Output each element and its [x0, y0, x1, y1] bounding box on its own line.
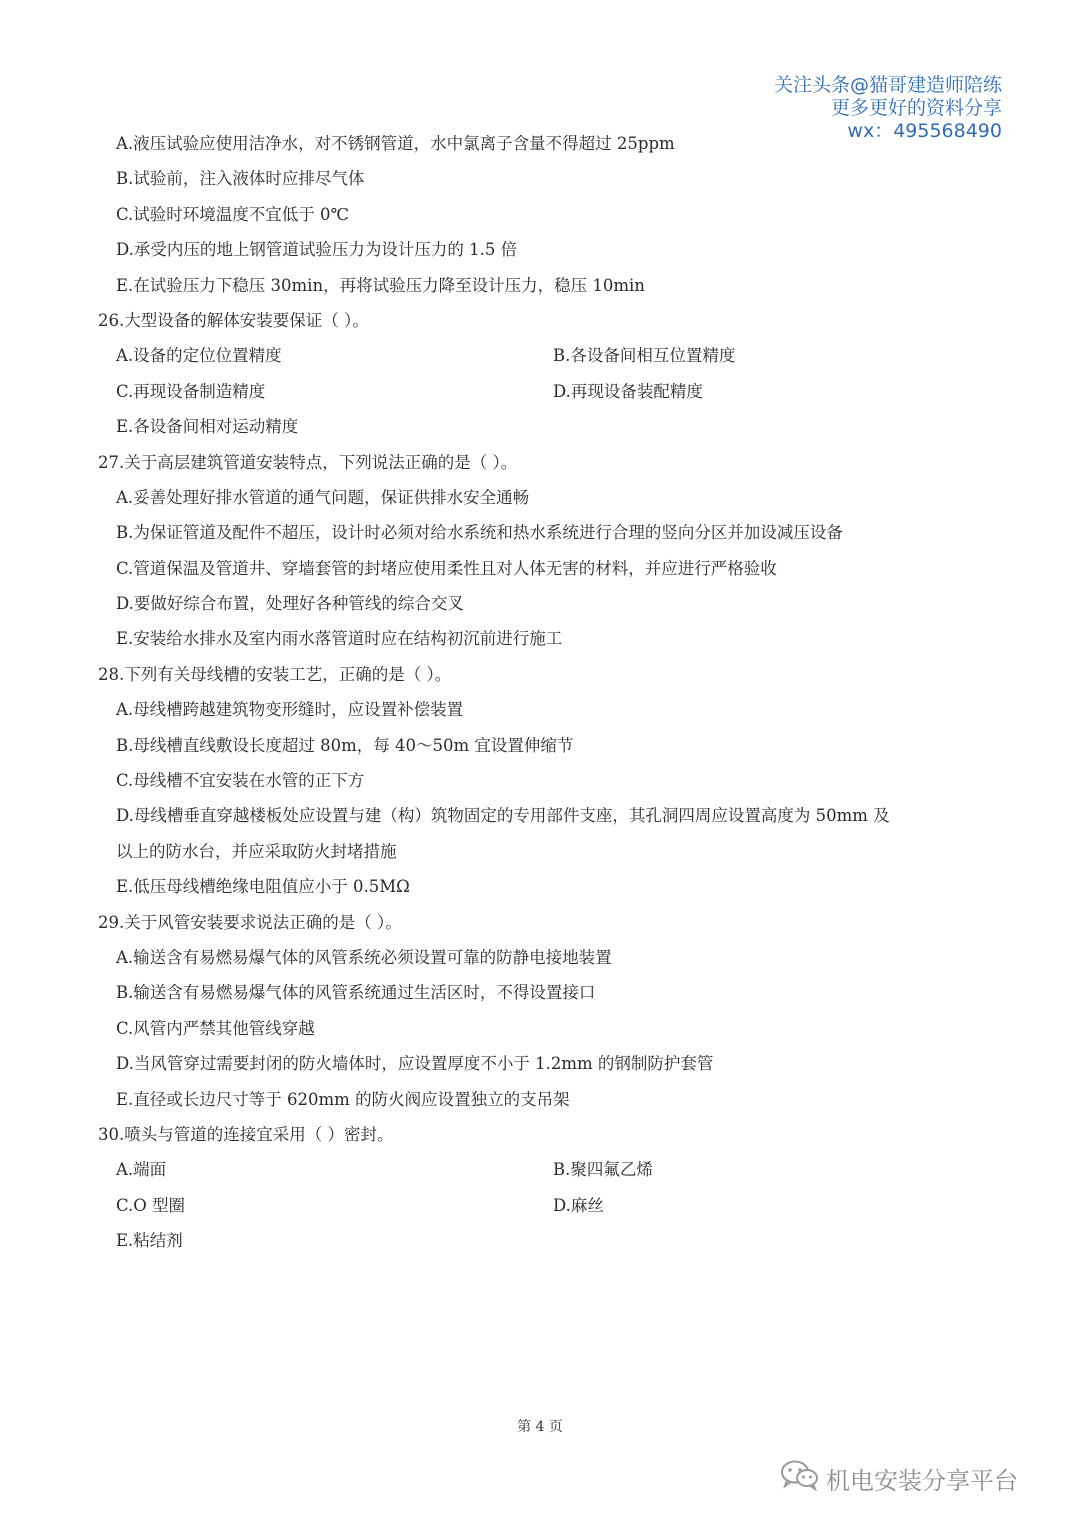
watermark-text: 机电安装分享平台	[826, 1466, 1018, 1495]
q29-option-c: C.风管内严禁其他管线穿越	[116, 1018, 315, 1038]
q30-option-b: B.聚四氟乙烯	[553, 1160, 653, 1180]
q29-option-b: B.输送含有易燃易爆气体的风管系统通过生活区时，不得设置接口	[116, 983, 596, 1003]
q29-stem: 29.关于风管安装要求说法正确的是（ ）。	[98, 912, 402, 932]
promo-line-3: wx：495568490	[847, 120, 1002, 142]
q28-option-d-line-1: D.母线槽垂直穿越楼板处应设置与建（构）筑物固定的专用部件支座，其孔洞四周应设置高度为 50mm 及	[116, 806, 890, 826]
q28-option-e: E.低压母线槽绝缘电阻值应小于 0.5MΩ	[116, 877, 410, 897]
q30-option-e: E.粘结剂	[116, 1231, 183, 1251]
q28-option-d-line-2: 以上的防水台，并应采取防火封堵措施	[116, 841, 397, 861]
q27-option-d: D.要做好综合布置，处理好各种管线的综合交叉	[116, 594, 464, 614]
q27-option-e: E.安装给水排水及室内雨水落管道时应在结构初沉前进行施工	[116, 629, 563, 649]
q29-option-e: E.直径或长边尺寸等于 620mm 的防火阀应设置独立的支吊架	[116, 1089, 570, 1109]
q27-option-b: B.为保证管道及配件不超压，设计时必须对给水系统和热水系统进行合理的竖向分区并加设减压设备	[116, 523, 843, 543]
q27-option-a: A.妥善处理好排水管道的通气问题，保证供排水安全通畅	[116, 487, 530, 507]
page-number: 第 4 页	[517, 1419, 563, 1435]
q28-option-b: B.母线槽直线敷设长度超过 80m，每 40～50m 宜设置伸缩节	[116, 735, 574, 755]
q28-option-a: A.母线槽跨越建筑物变形缝时，应设置补偿装置	[116, 700, 464, 720]
watermark	[780, 1459, 1018, 1497]
q28-stem: 28.下列有关母线槽的安装工艺，正确的是（ ）。	[98, 664, 452, 684]
q25-option-e: E.在试验压力下稳压 30min，再将试验压力降至设计压力，稳压 10min	[116, 275, 645, 295]
q25-option-b: B.试验前，注入液体时应排尽气体	[116, 169, 365, 189]
q26-option-e: E.各设备间相对运动精度	[116, 417, 299, 437]
q29-option-d: D.当风管穿过需要封闭的防火墙体时，应设置厚度不小于 1.2mm 的钢制防护套管	[116, 1054, 714, 1074]
q30-options-row-2	[98, 1188, 998, 1223]
promo-line-1: 关注头条@猫哥建造师陪练	[773, 74, 1002, 96]
q30-options-row-1	[98, 1152, 998, 1187]
q26-option-d: D.再现设备装配精度	[553, 381, 703, 401]
q26-options-row-1	[98, 338, 998, 373]
q26-option-c: C.再现设备制造精度	[116, 381, 266, 401]
q25-option-d: D.承受内压的地上钢管道试验压力为设计压力的 1.5 倍	[116, 240, 518, 260]
q28-option-c: C.母线槽不宜安装在水管的正下方	[116, 771, 365, 791]
q30-option-c: C.O 型圈	[116, 1195, 186, 1215]
q26-options-row-2	[98, 374, 998, 409]
q27-option-c: C.管道保温及管道井、穿墙套管的封堵应使用柔性且对人体无害的材料，并应进行严格验收	[116, 558, 777, 578]
q30-stem: 30.喷头与管道的连接宜采用（ ）密封。	[98, 1124, 394, 1144]
exam-content	[98, 126, 998, 1259]
q26-option-a: A.设备的定位位置精度	[116, 346, 282, 366]
q26-stem: 26.大型设备的解体安装要保证（ ）。	[98, 310, 369, 330]
q29-option-a: A.输送含有易燃易爆气体的风管系统必须设置可靠的防静电接地装置	[116, 947, 612, 967]
q30-option-d: D.麻丝	[553, 1195, 604, 1215]
promo-line-2: 更多更好的资料分享	[830, 97, 1002, 119]
q25-option-c: C.试验时环境温度不宜低于 0℃	[116, 204, 349, 224]
q30-option-a: A.端面	[116, 1160, 167, 1180]
wechat-icon	[780, 1459, 826, 1497]
q26-option-b: B.各设备间相互位置精度	[553, 346, 736, 366]
q27-stem: 27.关于高层建筑管道安装特点，下列说法正确的是（ ）。	[98, 452, 518, 472]
q25-option-a: A.液压试验应使用洁净水，对不锈钢管道，水中氯离子含量不得超过 25ppm	[116, 134, 675, 153]
